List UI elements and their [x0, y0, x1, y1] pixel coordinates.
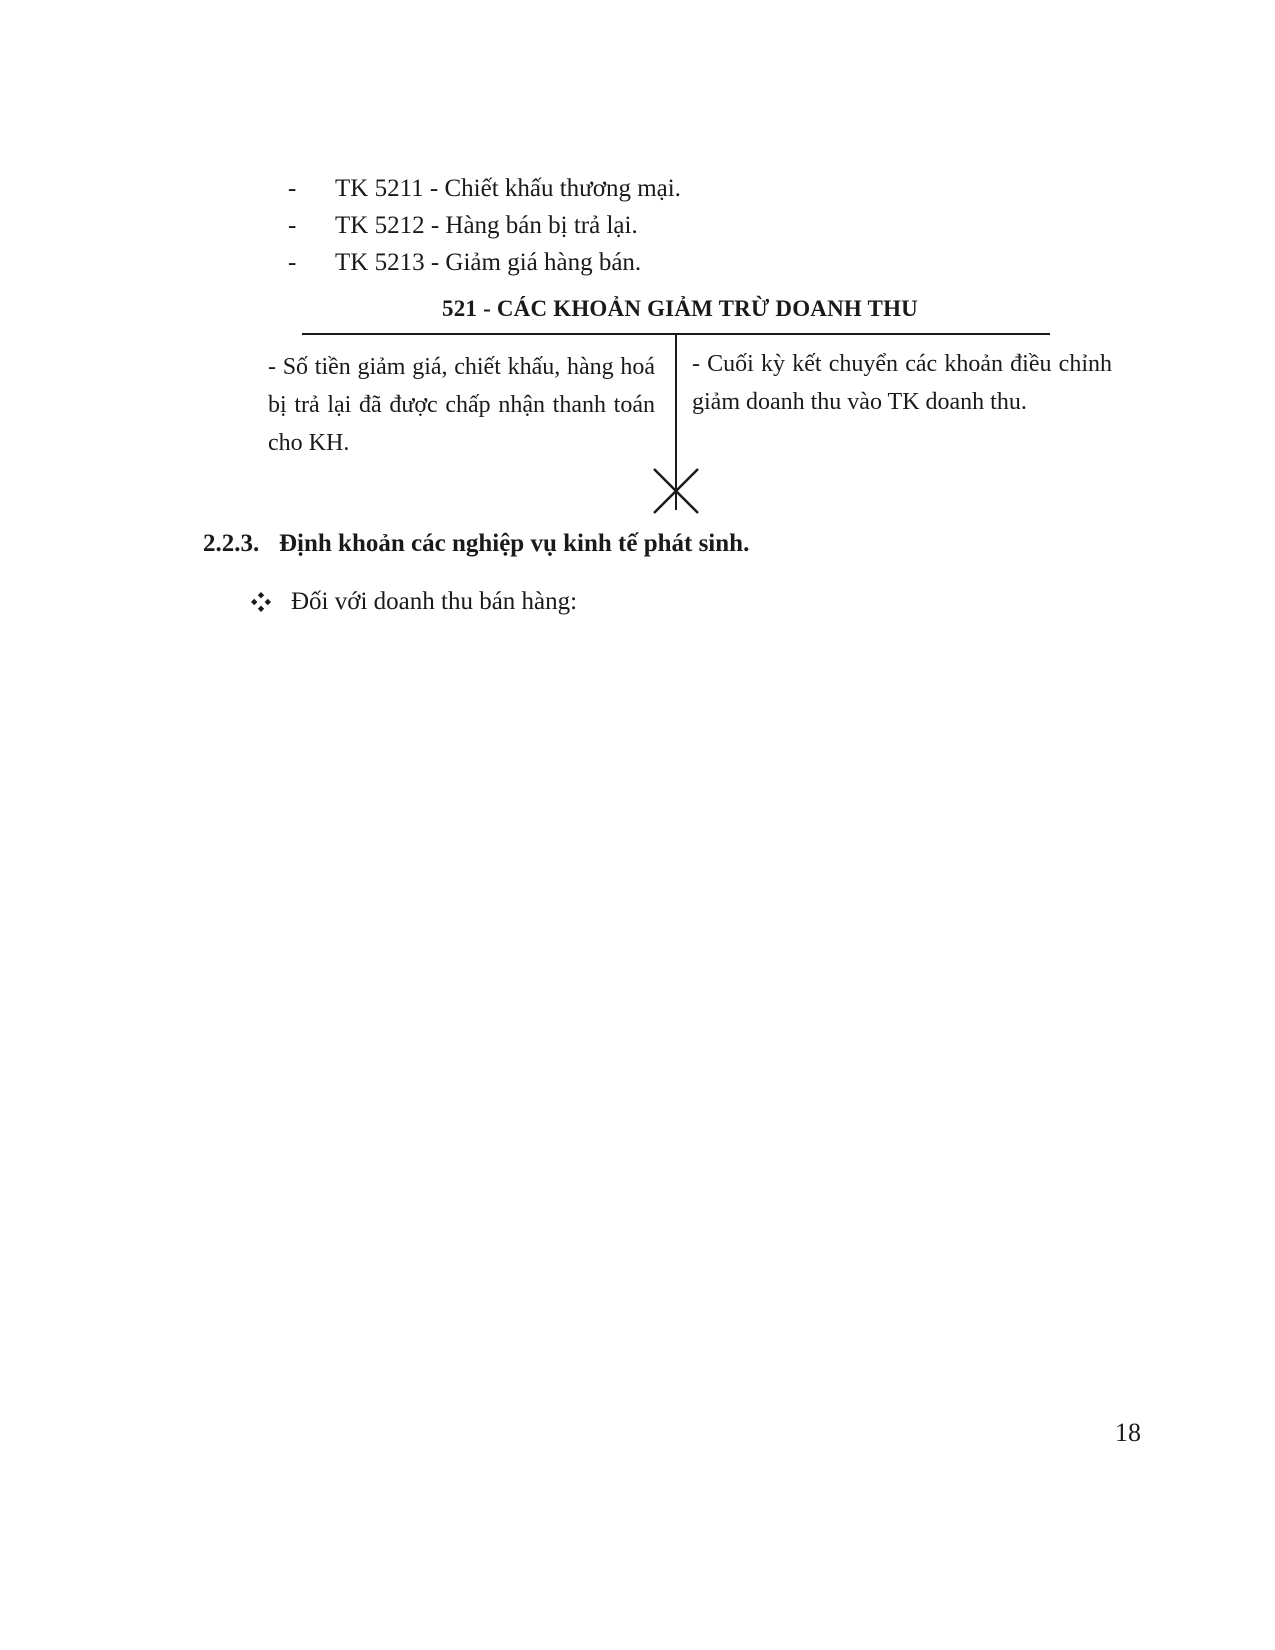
list-item-text: TK 5213 - Giảm giá hàng bán. [335, 249, 642, 276]
section-heading [203, 530, 749, 558]
diamond-list-item [250, 588, 577, 616]
diamond-item-text: Đối với doanh thu bán hàng: [291, 588, 578, 615]
list-item [288, 170, 681, 207]
list-item-text: TK 5212 - Hàng bán bị trả lại. [335, 212, 638, 239]
list-dash: - [288, 249, 297, 276]
t-account-debit-side: - Số tiền giảm giá, chiết khấu, hàng hoá bị trả lại đã được chấp nhận thanh toán cho KH. [268, 354, 655, 456]
t-account-title: 521 - CÁC KHOẢN GIẢM TRỪ DOANH THU [442, 296, 918, 321]
list-dash: - [288, 212, 297, 239]
list-item-text: TK 5211 - Chiết khấu thương mại. [335, 175, 681, 202]
diamond-bullet-icon [250, 591, 272, 613]
list-item [288, 244, 681, 281]
section-title: Định khoản các nghiệp vụ kinh tế phát sinh. [279, 530, 750, 557]
t-account-credit-side: - Cuối kỳ kết chuyển các khoản điều chỉnh giảm doanh thu vào TK doanh thu. [692, 351, 1112, 415]
section-number: 2.2.3. [203, 530, 260, 557]
page-number: 18 [1115, 1418, 1141, 1447]
list-dash: - [288, 175, 297, 202]
sub-account-list [288, 170, 681, 281]
list-item [288, 207, 681, 244]
cross-mark-icon [650, 465, 702, 517]
